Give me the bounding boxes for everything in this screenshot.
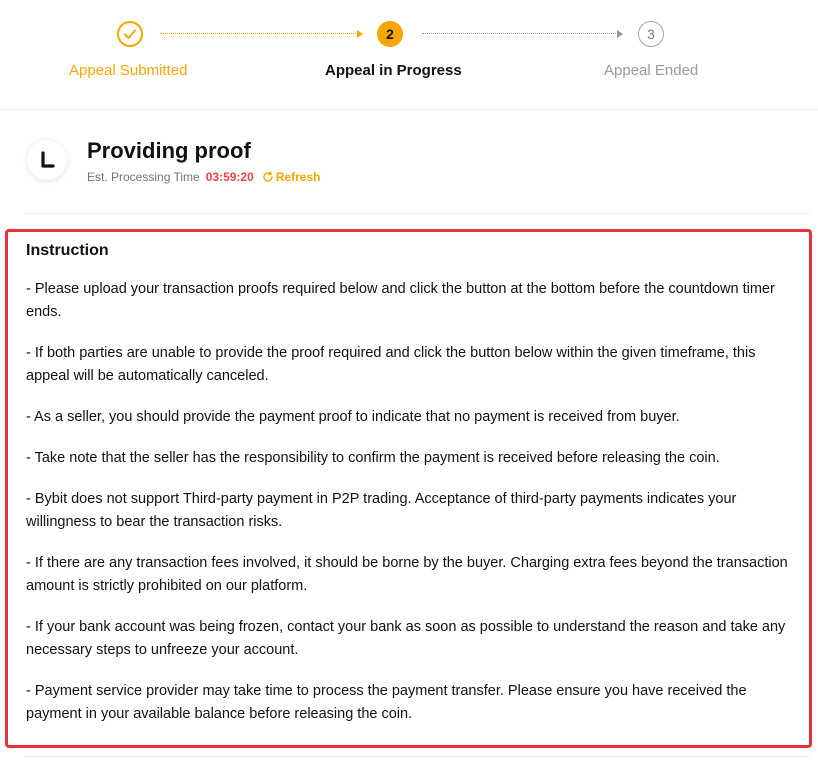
divider: [24, 756, 810, 757]
step-label-submitted: Appeal Submitted: [69, 62, 188, 79]
instruction-title: Instruction: [26, 242, 109, 259]
appeal-status: [24, 130, 810, 214]
step-pending-number: 3: [638, 21, 664, 47]
refresh-button[interactable]: [262, 170, 321, 184]
step-label-in-progress: Appeal in Progress: [325, 62, 462, 79]
instruction-item: - Payment service provider may take time to process the payment transfer. Please ensure you have received the payment in your available balance before releasing the coin.: [26, 683, 747, 722]
instruction-panel: [5, 229, 812, 748]
instruction-item: - If both parties are unable to provide the proof required and click the button below within the given timeframe, this appeal will be automatically canceled.: [26, 345, 756, 384]
instruction-item: - As a seller, you should provide the payment proof to indicate that no payment is received from buyer.: [26, 409, 680, 425]
refresh-icon: [262, 171, 274, 183]
processing-time: [87, 170, 320, 184]
instruction-item: - Bybit does not support Third-party payment in P2P trading. Acceptance of third-party payments indicates your willingness to bear the transaction risks.: [26, 491, 737, 530]
step-connector-done: [160, 33, 358, 34]
instruction-item: - If your bank account was being frozen, contact your bank as soon as possible to understand the reason and take any necessary steps to unfreeze your account.: [26, 619, 786, 658]
step-connector-pending: [422, 33, 618, 34]
step-active-number: 2: [377, 21, 403, 47]
status-title: Providing proof: [87, 138, 251, 163]
refresh-label: Refresh: [275, 170, 321, 184]
arrow-right-icon: [616, 29, 626, 39]
step-done-check-icon: [117, 21, 143, 47]
instruction-item: - Take note that the seller has the responsibility to confirm the payment is received before releasing the coin.: [26, 450, 720, 466]
instruction-item: - Please upload your transaction proofs required below and click the button at the bottom before the countdown timer ends.: [26, 281, 775, 320]
instruction-item: - If there are any transaction fees involved, it should be borne by the buyer. Charging extra fees beyond the transaction amount is strictly prohibited on our platform.: [26, 555, 788, 594]
processing-time-label: Est. Processing Time: [87, 170, 200, 184]
step-label-ended: Appeal Ended: [604, 62, 699, 79]
appeal-stepper: [0, 0, 818, 110]
arrow-right-icon: [356, 29, 366, 39]
countdown-timer: 03:59:20: [205, 170, 254, 184]
clock-icon: [27, 140, 67, 180]
